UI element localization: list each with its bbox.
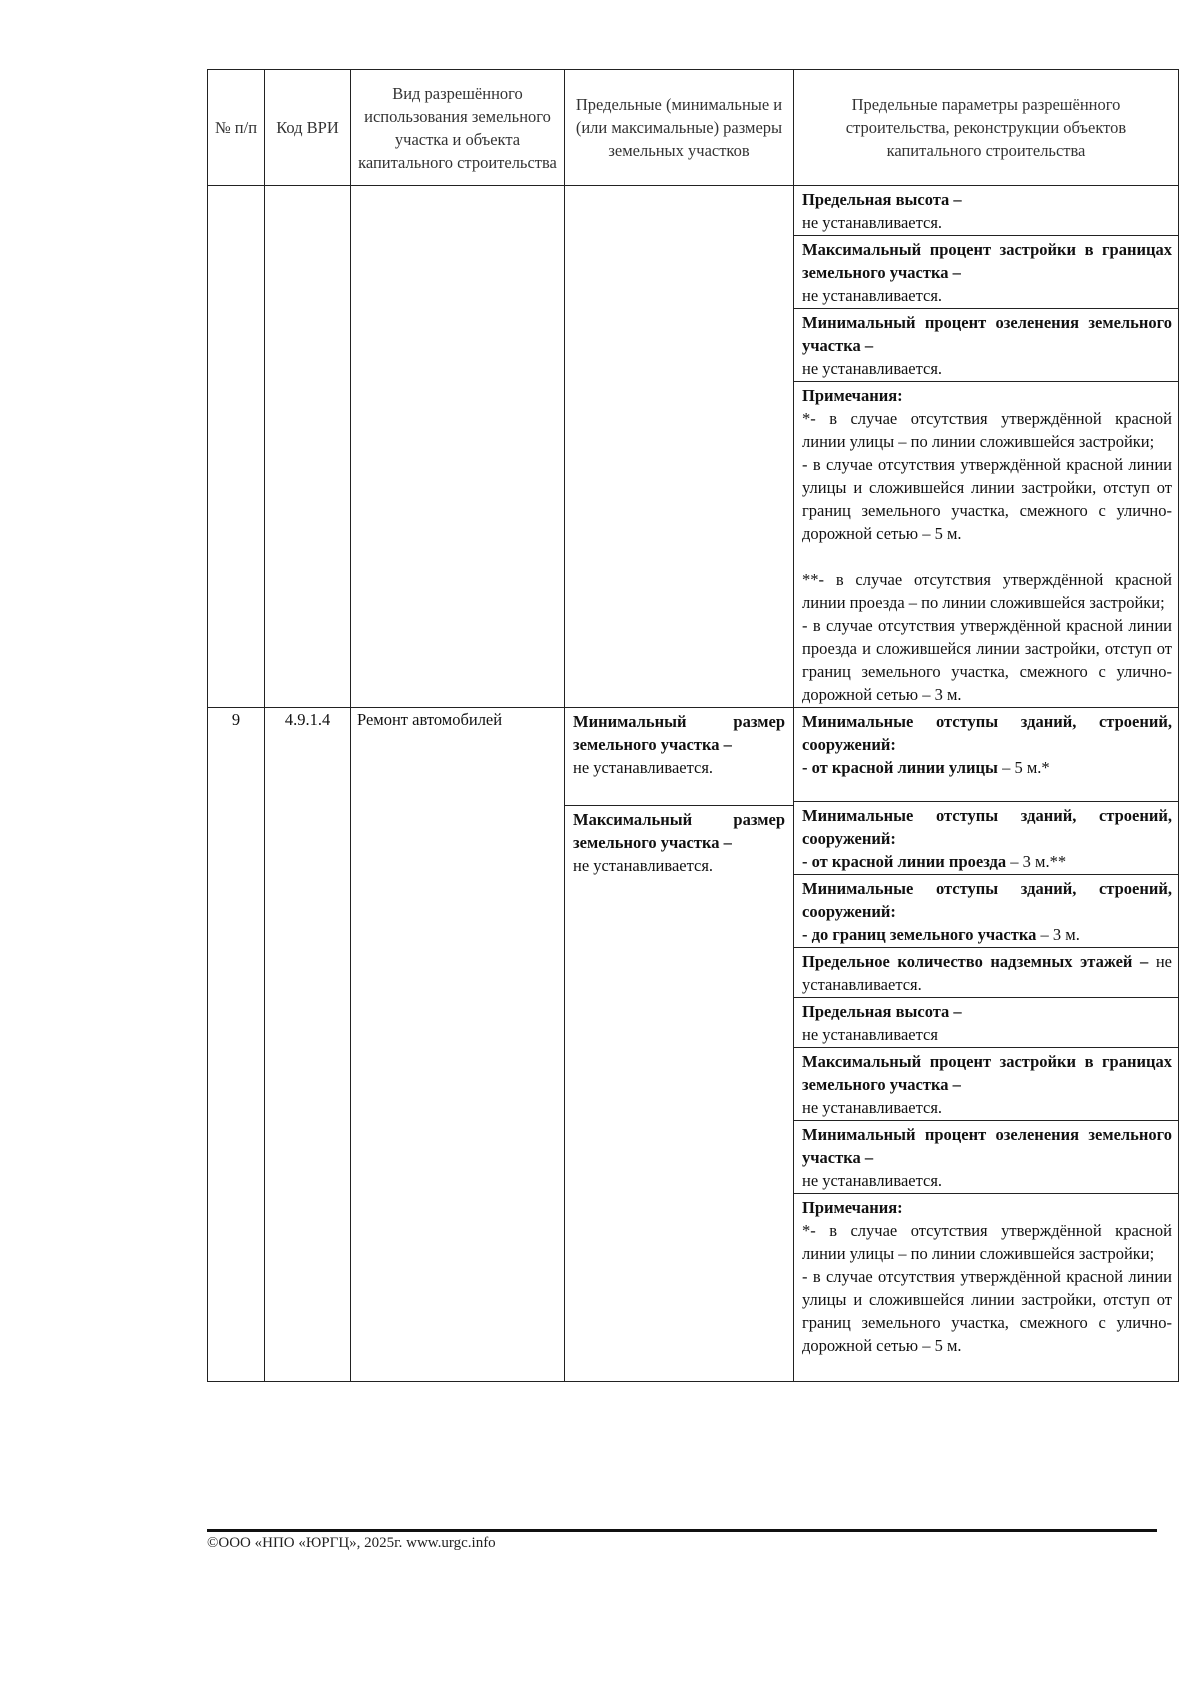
param-floors: Предельное количество надземных этажей – не устанавливается. xyxy=(794,948,1178,998)
plot-size-cell xyxy=(565,708,794,1382)
table-header-row xyxy=(208,70,1179,186)
param-height: Предельная высота – не устанавливается xyxy=(794,998,1178,1048)
notes-block xyxy=(794,382,1178,707)
param-max-coverage: Максимальный процент застройки в границах земельного участка – не устанавливается. xyxy=(794,236,1178,309)
row-use-name: Ремонт автомобилей xyxy=(351,708,565,1382)
note-text: *- в случае отсутствия утверждённой красной линии улицы – по линии сложившейся застройки; xyxy=(802,409,1172,451)
notes-title: Примечания: xyxy=(802,386,903,405)
row-code: 4.9.1.4 xyxy=(265,708,351,1382)
header-construction-params: Предельные параметры разрешённого строительства, реконструкции объектов капитального строительства xyxy=(794,70,1179,186)
table-row-9 xyxy=(208,708,1179,1382)
param-min-greening: Минимальный процент озеленения земельного участка – не устанавливается. xyxy=(794,309,1178,382)
note-text: *- в случае отсутствия утверждённой красной линии улицы – по линии сложившейся застройки; xyxy=(802,1221,1172,1263)
header-number: № п/п xyxy=(208,70,265,186)
footer-copyright: ©ООО «НПО «ЮРГЦ», 2025г. www.urgc.info xyxy=(207,1535,496,1551)
note-text: **- в случае отсутствия утверждённой красной линии проезда – по линии сложившейся застройки; xyxy=(802,570,1172,612)
header-code: Код ВРИ xyxy=(265,70,351,186)
param-max-coverage: Максимальный процент застройки в границах земельного участка – не устанавливается. xyxy=(794,1048,1178,1121)
param-min-greening: Минимальный процент озеленения земельного участка – не устанавливается. xyxy=(794,1121,1178,1194)
row-number: 9 xyxy=(208,708,265,1382)
param-setback-street: Минимальные отступы зданий, строений, сооружений: - от красной линии улицы – 5 м.* xyxy=(794,708,1178,802)
param-height: Предельная высота – не устанавливается. xyxy=(794,186,1178,236)
plot-min-size: Минимальный размер земельного участка – не устанавливается. xyxy=(565,708,793,806)
params-cell xyxy=(794,708,1179,1382)
params-cell xyxy=(794,186,1179,708)
footer-divider xyxy=(207,1529,1157,1532)
header-plot-sizes: Предельные (минимальные и (или максимальные) размеры земельных участков xyxy=(565,70,794,186)
note-text: - в случае отсутствия утверждённой красной линии проезда и сложившейся линии застройки, отступ от границ земельного участка, смежного с улично-дорожной сетью – 3 м. xyxy=(802,616,1172,704)
table-row-continuation xyxy=(208,186,1179,708)
note-text: - в случае отсутствия утверждённой красной линии улицы и сложившейся линии застройки, отступ от границ земельного участка, смежного с улично-дорожной сетью – 5 м. xyxy=(802,1267,1172,1355)
notes-block xyxy=(794,1194,1178,1381)
notes-title: Примечания: xyxy=(802,1198,903,1217)
param-setback-boundary: Минимальные отступы зданий, строений, сооружений: - до границ земельного участка – 3 м. xyxy=(794,875,1178,948)
regulations-table xyxy=(207,69,1179,1382)
header-use-type: Вид разрешённого использования земельного участка и объекта капитального строительства xyxy=(351,70,565,186)
param-setback-driveway: Минимальные отступы зданий, строений, сооружений: - от красной линии проезда – 3 м.** xyxy=(794,802,1178,875)
plot-max-size: Максимальный размер земельного участка – не устанавливается. xyxy=(573,810,785,875)
note-text: - в случае отсутствия утверждённой красной линии улицы и сложившейся линии застройки, отступ от границ земельного участка, смежного с улично-дорожной сетью – 5 м. xyxy=(802,455,1172,543)
